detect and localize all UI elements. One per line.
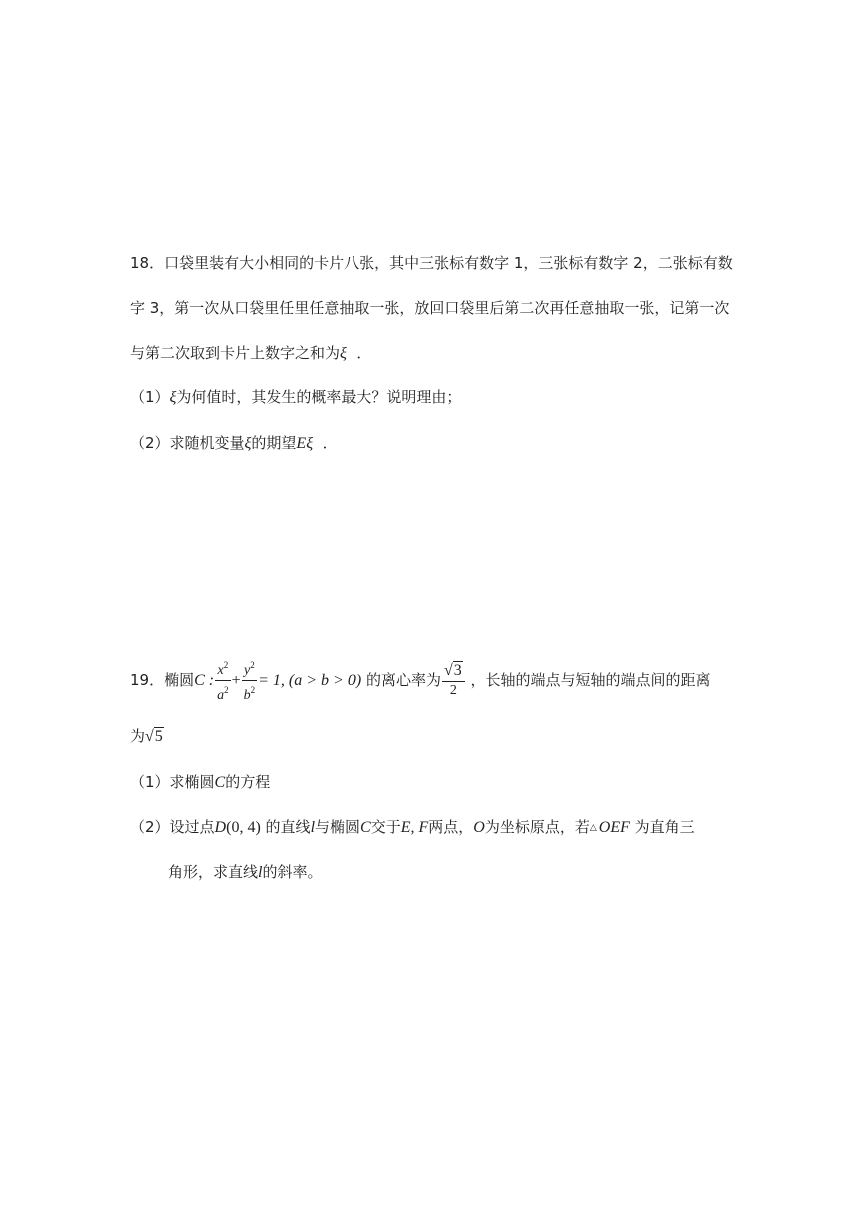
line-l: l (258, 864, 263, 881)
q19-line2-prefix: 为 (130, 727, 146, 745)
ellipse-C: C (214, 774, 226, 791)
q18-line3 (130, 342, 371, 365)
q19-lead: 19．椭圆 (130, 671, 195, 689)
q19-part2-b: 的直线 (265, 818, 311, 836)
q18-line1-text: 18．口袋里装有大小相同的卡片八张，其中三张标有数字 1，三张标有数字 2，二张标有数 (130, 254, 733, 272)
frac-y: y (244, 663, 251, 678)
xi-symbol: ξ (244, 435, 252, 452)
q19-part2-line2 (168, 861, 322, 884)
frac-a: a (217, 688, 225, 703)
q19-part2-d: 交于 (370, 818, 401, 836)
q19-part2-e: 两点， (428, 818, 474, 836)
q18-part1-text: 为何值时，其发生的概率最大？说明理由； (176, 388, 462, 406)
q18-line2 (130, 297, 729, 319)
xi-symbol: ξ (340, 345, 347, 362)
frac-x: x (217, 663, 224, 678)
q18-line3-text: 与第二次取到卡片上数字之和为 (130, 344, 341, 362)
exp-2: 2 (223, 660, 229, 670)
frac-b: b (243, 688, 251, 703)
denominator-2: 2 (442, 681, 465, 700)
q19-part2 (130, 816, 695, 839)
sqrt-5: √5 (145, 728, 163, 745)
q19-part2-c: 与椭圆 (315, 818, 361, 836)
triangle-icon: △ (589, 823, 597, 833)
root-3: 3 (453, 661, 462, 679)
q19-part2-g: 为直角三 (634, 818, 695, 836)
q19-line1 (130, 656, 711, 705)
q18-part2-end: ． (322, 434, 338, 452)
eccentricity-text: 的离心率为 (365, 671, 441, 689)
q18-part1 (130, 386, 461, 409)
q18-part2 (130, 432, 338, 455)
q18-part2-prefix: （2）求随机变量 (130, 434, 245, 452)
q18-line2-text: 字 3，第一次从口袋里任里任意抽取一张，放回口袋里后第二次再任意抽取一张，记第一次 (130, 299, 730, 317)
ellipse-C: C (360, 819, 371, 836)
q18-part1-prefix: （1） (130, 388, 170, 406)
triangle-OEF: OEF (598, 819, 630, 836)
q18-line3-end: ． (356, 344, 372, 362)
q18-part2-mid: 的期望 (251, 434, 297, 452)
expectation-symbol: Eξ (296, 435, 314, 452)
fraction-y2-b2 (242, 656, 258, 705)
q19-part1 (130, 771, 270, 794)
ellipse-condition: = 1, (a > b > 0) (258, 672, 362, 689)
ellipse-C-label: C : (194, 672, 215, 689)
q19-part1-text: （1）求椭圆 (130, 773, 215, 791)
q19-part2-line2a: 角形，求直线 (168, 863, 259, 881)
fraction-root3-over-2: $\frac{√3}{2}$ (442, 662, 465, 700)
q19-part2-f: 为坐标原点，若 (484, 818, 590, 836)
exp-2: 2 (250, 685, 256, 695)
origin-O: O (473, 819, 485, 836)
exp-2: 2 (250, 660, 255, 670)
point-D: D (214, 819, 227, 836)
root-5: 5 (154, 728, 163, 745)
fraction-x2-a2 (215, 656, 231, 705)
point-D-coords: (0, 4) (226, 819, 261, 836)
q19-part2-a: （2）设过点 (130, 818, 215, 836)
q19-part1-end: 的方程 (225, 773, 271, 791)
q19-tail: ，长轴的端点与短轴的端点间的距离 (470, 671, 711, 689)
q19-part2-line2b: 的斜率。 (262, 863, 323, 881)
points-EF: E, F (400, 819, 429, 836)
q19-line2 (130, 725, 164, 748)
q18-line1 (130, 252, 733, 274)
line-l: l (310, 819, 316, 836)
exp-2: 2 (224, 685, 229, 695)
xi-symbol: ξ (169, 389, 177, 406)
plus-sign: + (231, 672, 241, 689)
